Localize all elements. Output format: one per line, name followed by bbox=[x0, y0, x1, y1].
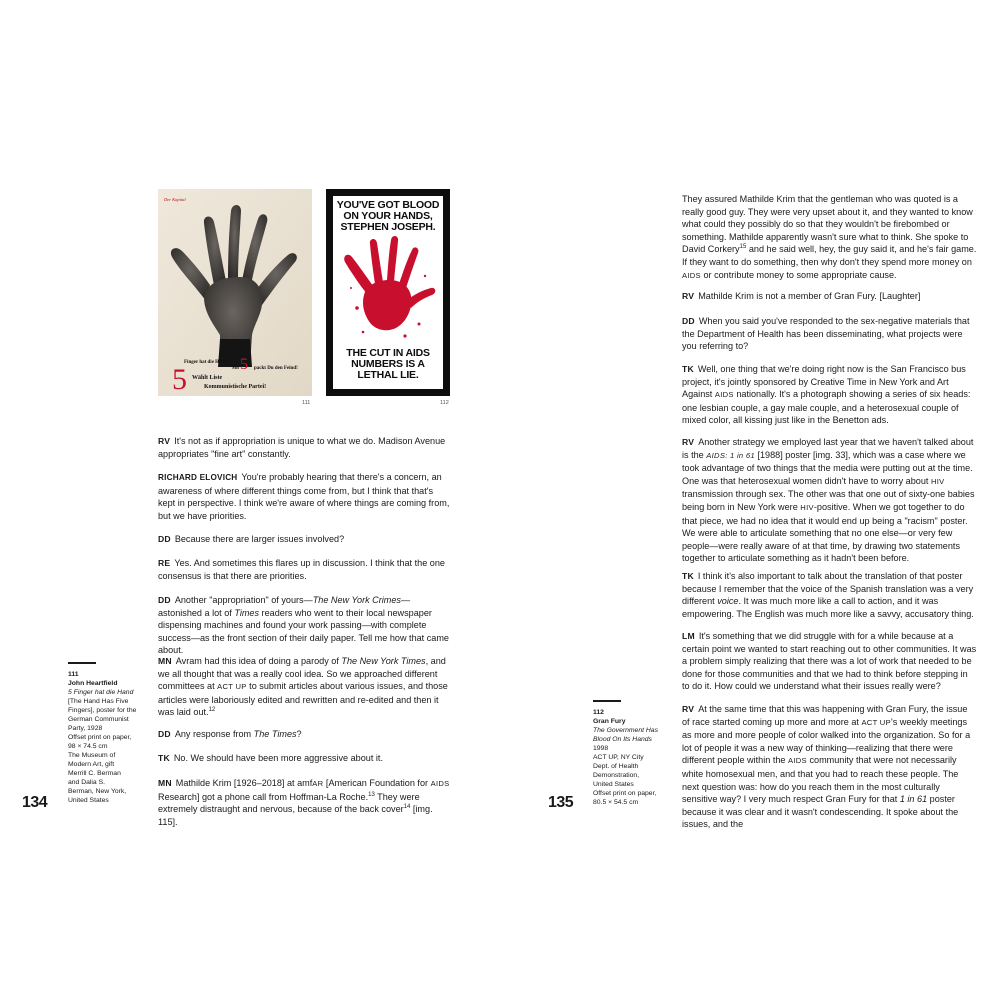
right-para-3 bbox=[682, 315, 977, 353]
caption-line: The Museum of bbox=[68, 752, 116, 759]
para-smallcaps: AIDS bbox=[788, 756, 807, 766]
para-text: —astonished a lot of bbox=[158, 595, 411, 618]
caption-112 bbox=[593, 700, 675, 807]
svg-text:Mit: Mit bbox=[232, 365, 239, 370]
para-text: [1988] poster [img. 33], which was a case where we took advantage of two things that the media were putting out at the time. One was that heterosexual women didn't have to worry about bbox=[682, 449, 973, 486]
para-italic: The Times bbox=[253, 729, 297, 739]
caption-line: Party, 1928 bbox=[68, 725, 103, 732]
para-smallcaps: AIDS bbox=[714, 390, 734, 400]
footnote-ref[interactable]: 15 bbox=[739, 244, 747, 251]
caption-title: 5 Finger hat die Hand bbox=[68, 689, 134, 696]
para-text: Any response from bbox=[174, 729, 254, 739]
para-text: Research] got a phone call from Hoffman-La Roche. bbox=[158, 791, 369, 802]
footnote-ref[interactable]: 14 bbox=[403, 804, 411, 811]
para-text: or contribute money to some appropriate cause. bbox=[700, 269, 897, 280]
right-para-6 bbox=[682, 570, 977, 620]
para-text: , and we all thought that was a really cool idea. So we approached different committees at bbox=[158, 656, 446, 692]
svg-text:Wählt Liste: Wählt Liste bbox=[192, 375, 223, 381]
poster-top-text: YOU'VE GOT BLOOD ON YOUR HANDS, STEPHEN JOSEPH. bbox=[336, 199, 440, 233]
right-para-7 bbox=[682, 630, 977, 693]
speaker-label: TK bbox=[682, 571, 694, 581]
speaker-label: MN bbox=[158, 656, 172, 666]
para-text: At the same time that this was happening with Gran Fury, the issue of race started coming up more and more at bbox=[682, 704, 968, 727]
para-smallcaps: AR bbox=[312, 779, 324, 788]
poster-inner-panel bbox=[333, 196, 443, 389]
caption-line: Berman, New York, bbox=[68, 788, 127, 795]
page-number-left: 134 bbox=[22, 794, 48, 811]
speaker-label: TK bbox=[682, 364, 694, 374]
para-italic: The New York Times bbox=[341, 656, 426, 666]
para-text: community that were not necessarily white homosexual men, and that you had to reach these people. The next question was: how do you reach them in the most culturally sensitive way? I very much respect Gran Fury for that bbox=[682, 755, 959, 805]
caption-111 bbox=[68, 662, 148, 805]
para-text: It's something that we did struggle with for a while because at a certain point we wanted to start reaching out to other communities. It was a problem simply realizing that there was a lot of work that needed to be done for those communities and that we had to think before stepping in to do it. How could we understand what their issues really were? bbox=[682, 631, 977, 692]
left-para-7 bbox=[158, 728, 450, 741]
para-text: -positive. When we got together to do that piece, we had no idea that it would end up being a "racism" poster. We were able to articulate something that no one else—or very few people—were really aware of at that time, by drawing two statements together to articulate something as it hadn't been before. bbox=[682, 501, 968, 564]
caption-line: ACT UP, NY City bbox=[593, 754, 644, 761]
left-para-1 bbox=[158, 435, 450, 460]
para-smallcaps: AIDS bbox=[430, 779, 450, 788]
para-text: [img. 115]. bbox=[158, 804, 433, 827]
left-para-4 bbox=[158, 557, 450, 582]
right-para-1 bbox=[682, 193, 977, 282]
speaker-label: LM bbox=[682, 631, 695, 641]
para-text: . It was much more like a call to action, and it was empowering. The English was much more like a savvy, accusatory thing. bbox=[682, 596, 974, 619]
left-para-3 bbox=[158, 533, 450, 546]
speaker-label: DD bbox=[158, 534, 171, 544]
para-smallcaps: ACT UP bbox=[861, 717, 891, 727]
speaker-label: RV bbox=[682, 437, 695, 447]
caption-line: Merrill C. Berman bbox=[68, 770, 121, 777]
para-text: and he said well, hey, the guy said it, and he's fair game. If they want to do something, then why don't they spend more money on bbox=[682, 244, 977, 267]
left-para-5 bbox=[158, 594, 450, 657]
para-text: 's weekly meetings as more and more people of color walked into the organization. So for a lot of people it was a new way of thinking—realizing that there were different people within the bbox=[682, 716, 971, 766]
para-text: Well, one thing that we're doing right now is the San Francisco bus project, it's jointly sponsored by Creative Time in New York and Art Against bbox=[682, 364, 966, 400]
speaker-label: DD bbox=[158, 729, 171, 739]
speaker-label: RV bbox=[682, 704, 695, 714]
right-para-4 bbox=[682, 363, 977, 427]
para-text: Mathilde Krim is not a member of Gran Fury. [Laughter] bbox=[698, 291, 921, 301]
svg-text:Finger hat die Hand: Finger hat die Hand bbox=[184, 360, 228, 365]
para-text: It's not as if appropriation is unique to what we do. Madison Avenue appropriates "fine art" constantly. bbox=[158, 436, 446, 459]
para-text: When you said you've responded to the sex-negative materials that the Department of Health has been disseminating, what projects were you referring to? bbox=[682, 316, 970, 352]
svg-text:Der Kapital: Der Kapital bbox=[164, 197, 186, 202]
right-para-2 bbox=[682, 290, 977, 303]
caption-line: United States bbox=[593, 781, 634, 788]
caption-line: Offset print on paper, bbox=[68, 734, 132, 741]
para-text: [American Foundation for bbox=[323, 778, 431, 788]
caption-line: Offset print on paper, bbox=[593, 790, 657, 797]
caption-line: 1998 bbox=[593, 745, 609, 752]
para-smallcaps: AIDS bbox=[682, 270, 701, 280]
right-para-5 bbox=[682, 436, 977, 565]
speaker-label: RE bbox=[158, 558, 171, 568]
para-text: They assured Mathilde Krim that the gentleman who was quoted is a really good guy. They were very upset about it, and they wanted to know what could they possibly do so that they wouldn't be firebombed or something. Mathilde apparently wasn't sure what to think. She spoke to David Corkery bbox=[682, 194, 973, 255]
image-number-111: 111 bbox=[302, 400, 311, 406]
left-para-8 bbox=[158, 752, 450, 765]
speaker-label: TK bbox=[158, 753, 170, 763]
caption-line: and Dalia S. bbox=[68, 779, 106, 786]
para-italic: 1 in 61 bbox=[899, 794, 928, 805]
para-italic: The New York Crimes bbox=[312, 595, 401, 605]
image-number-112: 112 bbox=[440, 400, 449, 406]
caption-line: 80.5 × 54.5 cm bbox=[593, 799, 639, 806]
para-text: Because there are larger issues involved? bbox=[174, 534, 345, 544]
caption-line: United States bbox=[68, 797, 109, 804]
caption-title: The Government Has Blood On Its Hands bbox=[593, 727, 658, 743]
caption-line: Modern Art, gift bbox=[68, 761, 115, 768]
poster-heartfield-image bbox=[158, 189, 312, 396]
caption-artist: Gran Fury bbox=[593, 718, 626, 725]
caption-number: 112 bbox=[593, 709, 604, 716]
footnote-ref[interactable]: 12 bbox=[208, 707, 216, 714]
caption-line: Fingers], poster for the bbox=[68, 707, 137, 714]
para-smallcaps: HIV bbox=[800, 502, 814, 512]
page-number-right: 135 bbox=[548, 794, 574, 811]
speaker-label: MN bbox=[158, 778, 172, 788]
svg-text:Kommunistische Partei!: Kommunistische Partei! bbox=[204, 384, 267, 390]
para-smallcaps: HIV bbox=[930, 476, 945, 486]
poster-granfury-image bbox=[326, 189, 450, 396]
speaker-label: RICHARD ELOVICH bbox=[158, 473, 238, 482]
para-text: They were extremely distraught and nervous, because of the back cover bbox=[158, 791, 420, 815]
left-para-6 bbox=[158, 655, 450, 719]
svg-text:5: 5 bbox=[172, 363, 187, 396]
caption-line: German Communist bbox=[68, 716, 129, 723]
para-text: You're probably hearing that there's a concern, an awareness of where different things come from, but I think that that's kept in perspective. I think we're aware of where things are coming from, but we have priorities. bbox=[158, 472, 450, 521]
para-text: Yes. And sometimes this flares up in discussion. I think that the one consensus is that there are priorities. bbox=[158, 558, 445, 581]
left-para-2 bbox=[158, 471, 450, 522]
para-smallcaps: ACT UP bbox=[217, 682, 247, 692]
para-italic: voice bbox=[717, 596, 739, 607]
poster-bottom-text: THE CUT IN AIDS NUMBERS IS A LETHAL LIE. bbox=[346, 347, 430, 381]
caption-artist: John Heartfield bbox=[68, 680, 118, 687]
caption-rule bbox=[593, 700, 621, 702]
caption-number: 111 bbox=[68, 671, 79, 678]
para-text: readers who went to their local newspaper dispensing machines and found your work passing—with complete success—as the front section of their daily paper. Tell me how that came about. bbox=[158, 607, 449, 656]
para-italic: Times bbox=[234, 607, 260, 618]
caption-line: 98 × 74.5 cm bbox=[68, 743, 108, 750]
svg-text:5: 5 bbox=[240, 356, 248, 373]
para-text: transmission through sex. The other was that one out of sixty-one babies being born in New York were bbox=[682, 489, 975, 512]
para-text: No. We should have been more aggressive about it. bbox=[173, 753, 383, 763]
footnote-ref[interactable]: 13 bbox=[368, 791, 375, 798]
para-text: nationally. It's a photograph showing a series of six heads: one lesbian couple, a gay male couple, and a heterosexual couple of mixed color, all kissing just like in the Benetton ads. bbox=[682, 389, 971, 426]
left-para-9 bbox=[158, 777, 450, 828]
caption-line: Demonstration, bbox=[593, 772, 640, 779]
para-text: Another strategy we employed last year that we haven't talked about is the bbox=[682, 437, 974, 460]
para-text: ? bbox=[296, 729, 302, 739]
speaker-label: RV bbox=[682, 291, 695, 301]
para-text: Mathilde Krim [1926–2018] at amf bbox=[175, 778, 313, 788]
hand-poster-illustration bbox=[158, 189, 312, 396]
svg-text:packt Du den Feind!: packt Du den Feind! bbox=[254, 366, 298, 371]
para-text: Avram had this idea of doing a parody of bbox=[175, 656, 342, 666]
para-text: to submit articles about various issues, and those articles were laboriously edited and rewritten and re-edited and then it was laid out. bbox=[158, 681, 448, 718]
speaker-label: RV bbox=[158, 436, 171, 446]
para-text: poster because it was clear and it wasn't condescending. It spoke about the issues, and the bbox=[682, 794, 959, 830]
caption-rule bbox=[68, 662, 96, 664]
speaker-label: DD bbox=[158, 595, 171, 605]
para-text: I think it's also important to talk about the translation of that poster because I remember that the voice of the Spanish translation was a very different bbox=[682, 571, 974, 607]
para-text: Another "appropriation" of yours— bbox=[174, 595, 313, 605]
right-para-8 bbox=[682, 703, 977, 831]
para-italic: AIDS: 1 in 61 bbox=[706, 450, 755, 460]
caption-line: Dept. of Health bbox=[593, 763, 639, 770]
speaker-label: DD bbox=[682, 316, 695, 326]
caption-line: [The Hand Has Five bbox=[68, 698, 129, 705]
